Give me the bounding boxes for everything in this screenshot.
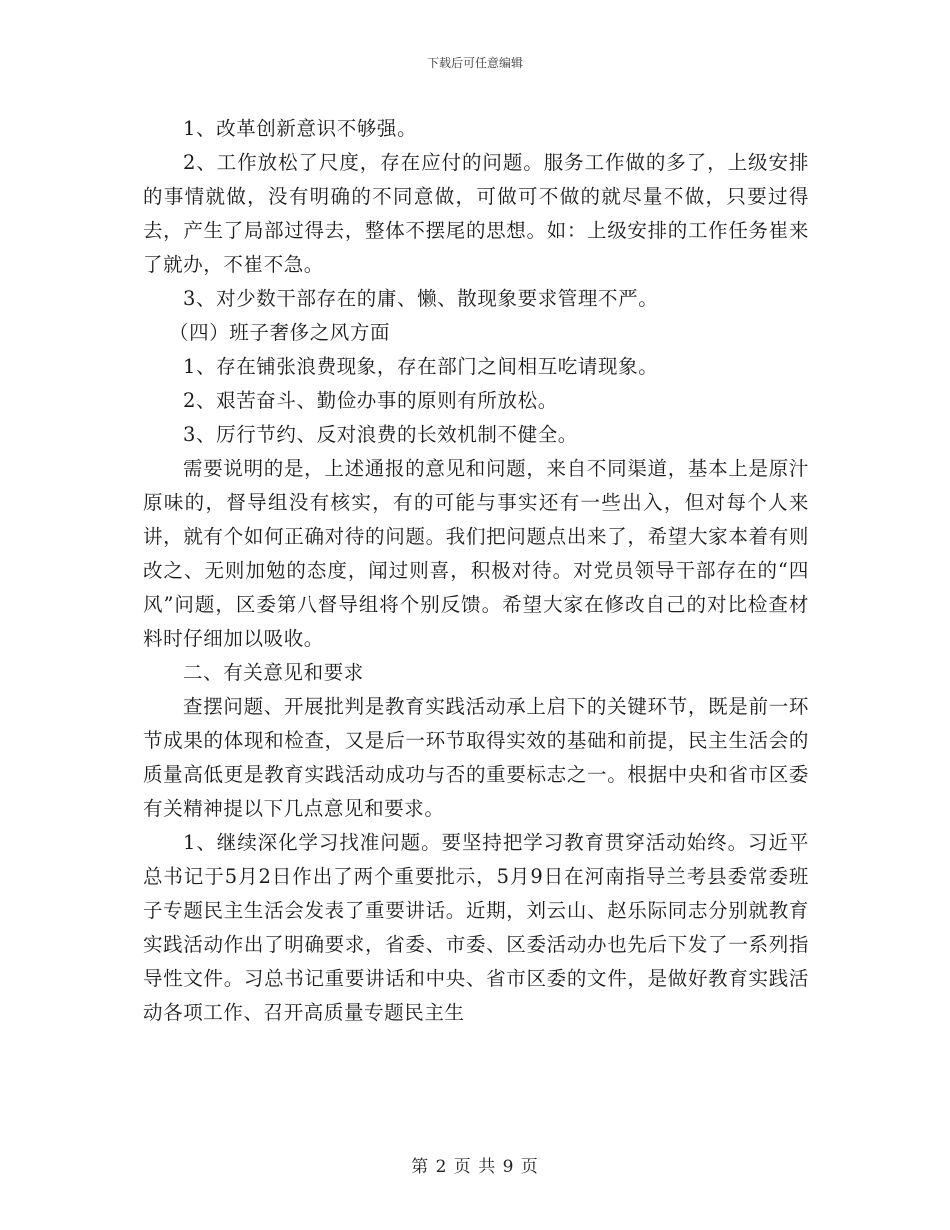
paragraph-item-3: 3、对少数干部存在的庸、懒、散现象要求管理不严。 <box>183 287 659 310</box>
page-number: 第 2 页 共 9 页 <box>411 1157 539 1177</box>
section-heading-two: 二、有关意见和要求 <box>183 661 364 684</box>
paragraph-requirements-intro: 查摆问题、开展批判是教育实践活动承上启下的关键环节，既是前一环节成果的体现和检查，又是后一环节取得实效的基础和前提，民主生活会的质量高低更是教育实践活动成功与否的重要标志之一。根据中央和省市区委有关精神提以下几点意见和要求。 <box>143 695 809 820</box>
paragraph-item-1: 1、改革创新意识不够强。 <box>183 117 418 140</box>
paragraph-explanation: 需要说明的是，上述通报的意见和问题，来自不同渠道，基本上是原汁原味的，督导组没有核实，有的可能与事实还有一些出入，但对每个人来讲，就有个如何正确对待的问题。我们把问题点出来了，希望大家本着有则改之、无则加勉的态度，闻过则喜，积极对待。对党员领导干部存在的“四风”问题，区委第八督导组将个别反馈。希望大家在修改自己的对比检查材料时仔细加以吸收。 <box>143 457 809 650</box>
document-body <box>143 112 809 1030</box>
section-heading-four: （四）班子奢侈之风方面 <box>169 321 391 344</box>
page-header-note: 下载后可任意编辑 <box>426 56 523 70</box>
paragraph-item-4-2: 2、艰苦奋斗、勤俭办事的原则有所放松。 <box>183 389 558 412</box>
paragraph-requirement-1: 1、继续深化学习找准问题。要坚持把学习教育贯穿活动始终。习近平总书记于5月2日作出了两个重要批示，5月9日在河南指导兰考县委常委班子专题民主生活会发表了重要讲话。近期，刘云山、赵乐际同志分别就教育实践活动作出了明确要求，省委、市委、区委活动办也先后下发了一系列指导性文件。习总书记重要讲话和中央、省市区委的文件，是做好教育实践活动各项工作、召开高质量专题民主生 <box>143 831 809 1024</box>
paragraph-item-4-1: 1、存在铺张浪费现象，存在部门之间相互吃请现象。 <box>183 355 659 378</box>
paragraph-item-2: 2、工作放松了尺度，存在应付的问题。服务工作做的多了，上级安排的事情就做，没有明确的不同意做，可做可不做的就尽量不做，只要过得去，产生了局部过得去，整体不摆尾的思想。如：上级安排的工作任务崔来了就办，不崔不急。 <box>143 151 809 276</box>
paragraph-item-4-3: 3、厉行节约、反对浪费的长效机制不健全。 <box>183 423 578 446</box>
